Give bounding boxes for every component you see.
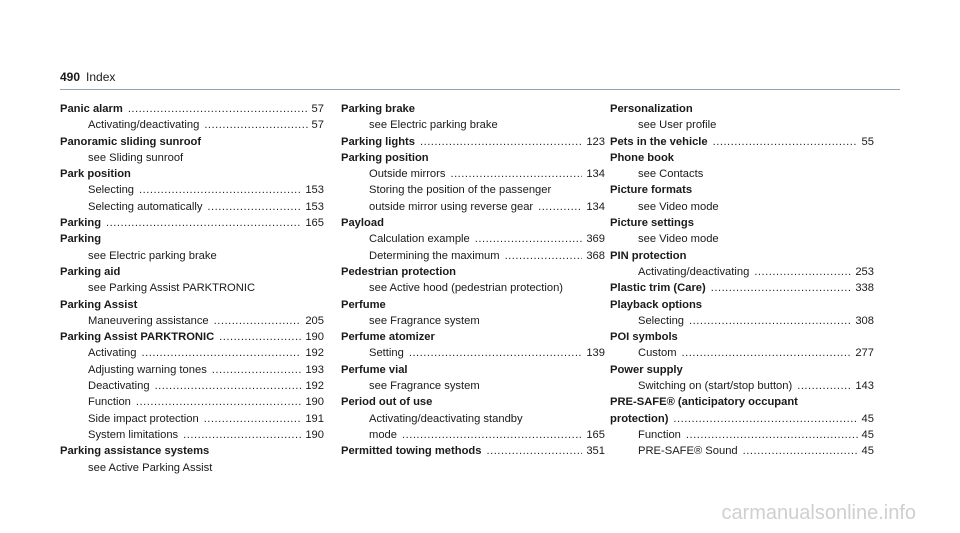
entry-text: Setting [369,347,404,360]
entry-text: Activating/deactivating [88,119,200,132]
index-entry [60,231,324,247]
index-entry [341,394,605,410]
index-entry [60,101,324,117]
entry-text: Parking lights [341,135,415,148]
index-subentry [341,231,605,247]
index-entry [610,182,874,198]
index-entry [60,443,324,459]
page-ref: 123 [586,135,605,148]
entry-text: Panic alarm [60,103,123,115]
page-ref: 45 [861,428,874,441]
index-entry [60,215,324,231]
entry-text: Determining the maximum [369,249,500,262]
dot-leader [402,427,582,443]
index-subentry [341,427,605,443]
page-ref: 45 [861,445,874,458]
page-ref: 369 [586,233,605,246]
entry-text: Picture formats [610,184,693,197]
page-ref: 57 [311,103,324,115]
entry-text: Outside mirrors [369,168,446,181]
index-column-3 [610,101,874,460]
entry-text: protection) [610,412,669,425]
entry-text: Parking aid [60,265,121,278]
entry-text: Period out of use [341,396,433,409]
entry-text: Perfume atomizer [341,331,435,344]
index-entry [341,215,605,231]
entry-text: Park position [60,168,131,181]
page-ref: 153 [305,200,324,213]
page-ref: 190 [305,331,324,344]
dot-leader [486,443,582,459]
dot-leader [689,313,851,329]
entry-text: see Fragrance system [369,380,480,393]
index-subentry [60,394,324,410]
index-subentry [341,411,605,427]
dot-leader [207,199,301,215]
dot-leader [204,411,302,427]
watermark: carmanualsonline.info [721,502,916,524]
index-subentry [60,182,324,198]
dot-leader [155,378,302,394]
index-subentry [341,313,605,329]
entry-text: PRE-SAFE® Sound [638,445,738,458]
page-ref: 191 [305,412,324,425]
entry-text: Deactivating [88,380,150,393]
entry-text: Phone book [610,151,675,164]
dot-leader [142,345,302,361]
index-subentry [60,248,324,264]
index-subentry [341,182,605,198]
index-entry [60,297,324,313]
entry-text: Perfume [341,298,386,311]
dot-leader [409,345,582,361]
entry-text: Selecting [638,314,685,327]
entry-text: Calculation example [369,233,470,246]
index-entry [341,362,605,378]
index-entry [610,329,874,345]
dot-leader [128,101,308,117]
index-subentry [341,248,605,264]
index-subentry [341,378,605,394]
index-entry [341,297,605,313]
entry-text: see Video mode [638,233,719,246]
entry-text: Selecting automatically [88,200,203,213]
page-ref: 134 [586,168,605,181]
entry-text: Maneuvering assistance [88,314,209,327]
page-ref: 192 [305,347,324,360]
dot-leader [450,166,582,182]
index-entry [341,264,605,280]
index-entry [610,297,874,313]
index-subentry [60,280,324,296]
index-subentry [60,199,324,215]
page-ref: 308 [855,314,874,327]
page-ref: 139 [586,347,605,360]
dot-leader [505,248,583,264]
dot-leader [420,134,582,150]
entry-text: POI symbols [610,331,678,344]
index-subentry [341,166,605,182]
index-subentry [610,117,874,133]
entry-text: Payload [341,217,384,230]
entry-text: Parking brake [341,103,415,115]
index-column-2 [341,101,605,460]
entry-text: Parking [60,233,102,246]
index-subentry [610,313,874,329]
index-subentry [341,280,605,296]
page-ref: 165 [305,217,324,230]
entry-text: PIN protection [610,249,687,262]
index-subentry [610,443,874,459]
dot-leader [212,362,302,378]
page-ref: 351 [586,445,605,458]
dot-leader [713,134,858,150]
index-subentry [60,150,324,166]
index-entry [341,443,605,459]
page-ref: 57 [311,119,324,132]
page-ref: 193 [305,363,324,376]
index-subentry [610,345,874,361]
index-subentry [60,345,324,361]
entry-text: see Active hood (pedestrian protection) [369,282,564,295]
dot-leader [754,264,851,280]
page-ref: 192 [305,380,324,393]
index-subentry [60,378,324,394]
dot-leader [106,215,301,231]
index-entry [341,134,605,150]
index-entry [341,150,605,166]
entry-text: Storing the position of the passenger [369,184,552,197]
page-ref: 253 [855,265,874,278]
dot-leader [219,329,301,345]
dot-leader [673,411,857,427]
dot-leader [475,231,583,247]
index-entry [610,150,874,166]
entry-text: Function [88,396,131,409]
entry-text: see Electric parking brake [369,119,498,132]
index-entry [341,101,605,117]
index-subentry [610,199,874,215]
index-subentry [60,427,324,443]
index-entry [610,101,874,117]
entry-text: Plastic trim (Care) [610,282,706,295]
dot-leader [204,117,307,133]
page-ref: 338 [855,282,874,295]
page-header [60,70,115,84]
entry-text: see Electric parking brake [88,249,217,262]
index-entry [610,280,874,296]
entry-text: Parking position [341,151,429,164]
entry-text: see Active Parking Assist [88,461,213,474]
entry-text: Custom [638,347,677,360]
entry-text: Playback options [610,298,703,311]
index-column-1 [60,101,324,476]
page-number: 490 [60,70,81,84]
entry-text: Selecting [88,184,135,197]
dot-leader [682,345,852,361]
index-entry [610,362,874,378]
entry-text: Parking Assist PARKTRONIC [60,331,215,344]
entry-text: Parking [60,217,102,230]
entry-text: Pedestrian protection [341,265,457,278]
index-subentry [60,411,324,427]
index-entry [60,134,324,150]
page-ref: 190 [305,396,324,409]
entry-text: Parking Assist [60,298,138,311]
entry-text: see Video mode [638,200,719,213]
entry-text: System limitations [88,428,179,441]
entry-text: see Fragrance system [369,314,480,327]
entry-text: Picture settings [610,217,694,230]
index-entry [610,411,874,427]
entry-text: Side impact protection [88,412,199,425]
dot-leader [538,199,582,215]
entry-text: outside mirror using reverse gear [369,200,534,213]
entry-text: PRE-SAFE® (anticipatory occupant [610,396,798,409]
page-ref: 143 [855,380,874,393]
index-subentry [610,378,874,394]
dot-leader [183,427,301,443]
index-entry [610,215,874,231]
index-entry [610,134,874,150]
dot-leader [743,443,858,459]
entry-text: Perfume vial [341,363,408,376]
entry-text: mode [369,428,397,441]
dot-leader [136,394,301,410]
entry-text: Panoramic sliding sunroof [60,135,202,148]
entry-text: Activating/deactivating standby [369,412,523,425]
entry-text: Personalization [610,103,693,115]
entry-text: Activating/deactivating [638,265,750,278]
entry-text: see User profile [638,119,717,132]
index-entry [60,264,324,280]
entry-text: Power supply [610,363,683,376]
index-subentry [341,345,605,361]
entry-text: see Contacts [638,168,704,181]
entry-text: Adjusting warning tones [88,363,207,376]
index-subentry [60,117,324,133]
page-ref: 190 [305,428,324,441]
page-ref: 134 [586,200,605,213]
index-entry [341,329,605,345]
page-ref: 368 [586,249,605,262]
page-ref: 153 [305,184,324,197]
page-ref: 205 [305,314,324,327]
index-subentry [610,166,874,182]
entry-text: Activating [88,347,137,360]
dot-leader [214,313,302,329]
dot-leader [711,280,852,296]
index-entry [610,394,874,410]
entry-text: see Sliding sunroof [88,151,184,164]
entry-text: Function [638,428,681,441]
index-entry [60,329,324,345]
index-subentry [341,199,605,215]
index-subentry [610,264,874,280]
index-subentry [60,313,324,329]
page-ref: 45 [861,412,874,425]
page-ref: 277 [855,347,874,360]
dot-leader [139,182,301,198]
page-ref: 165 [586,428,605,441]
entry-text: Permitted towing methods [341,445,482,458]
dot-leader [797,378,851,394]
page-title: Index [86,70,116,84]
entry-text: Switching on (start/stop button) [638,380,793,393]
index-subentry [610,427,874,443]
index-entry [610,248,874,264]
header-divider [60,89,900,90]
index-subentry [610,231,874,247]
index-subentry [341,117,605,133]
index-entry [60,166,324,182]
entry-text: see Parking Assist PARKTRONIC [88,282,256,295]
index-subentry [60,362,324,378]
index-subentry [60,460,324,476]
entry-text: Pets in the vehicle [610,135,708,148]
page-ref: 55 [861,135,874,148]
dot-leader [686,427,858,443]
entry-text: Parking assistance systems [60,445,210,458]
